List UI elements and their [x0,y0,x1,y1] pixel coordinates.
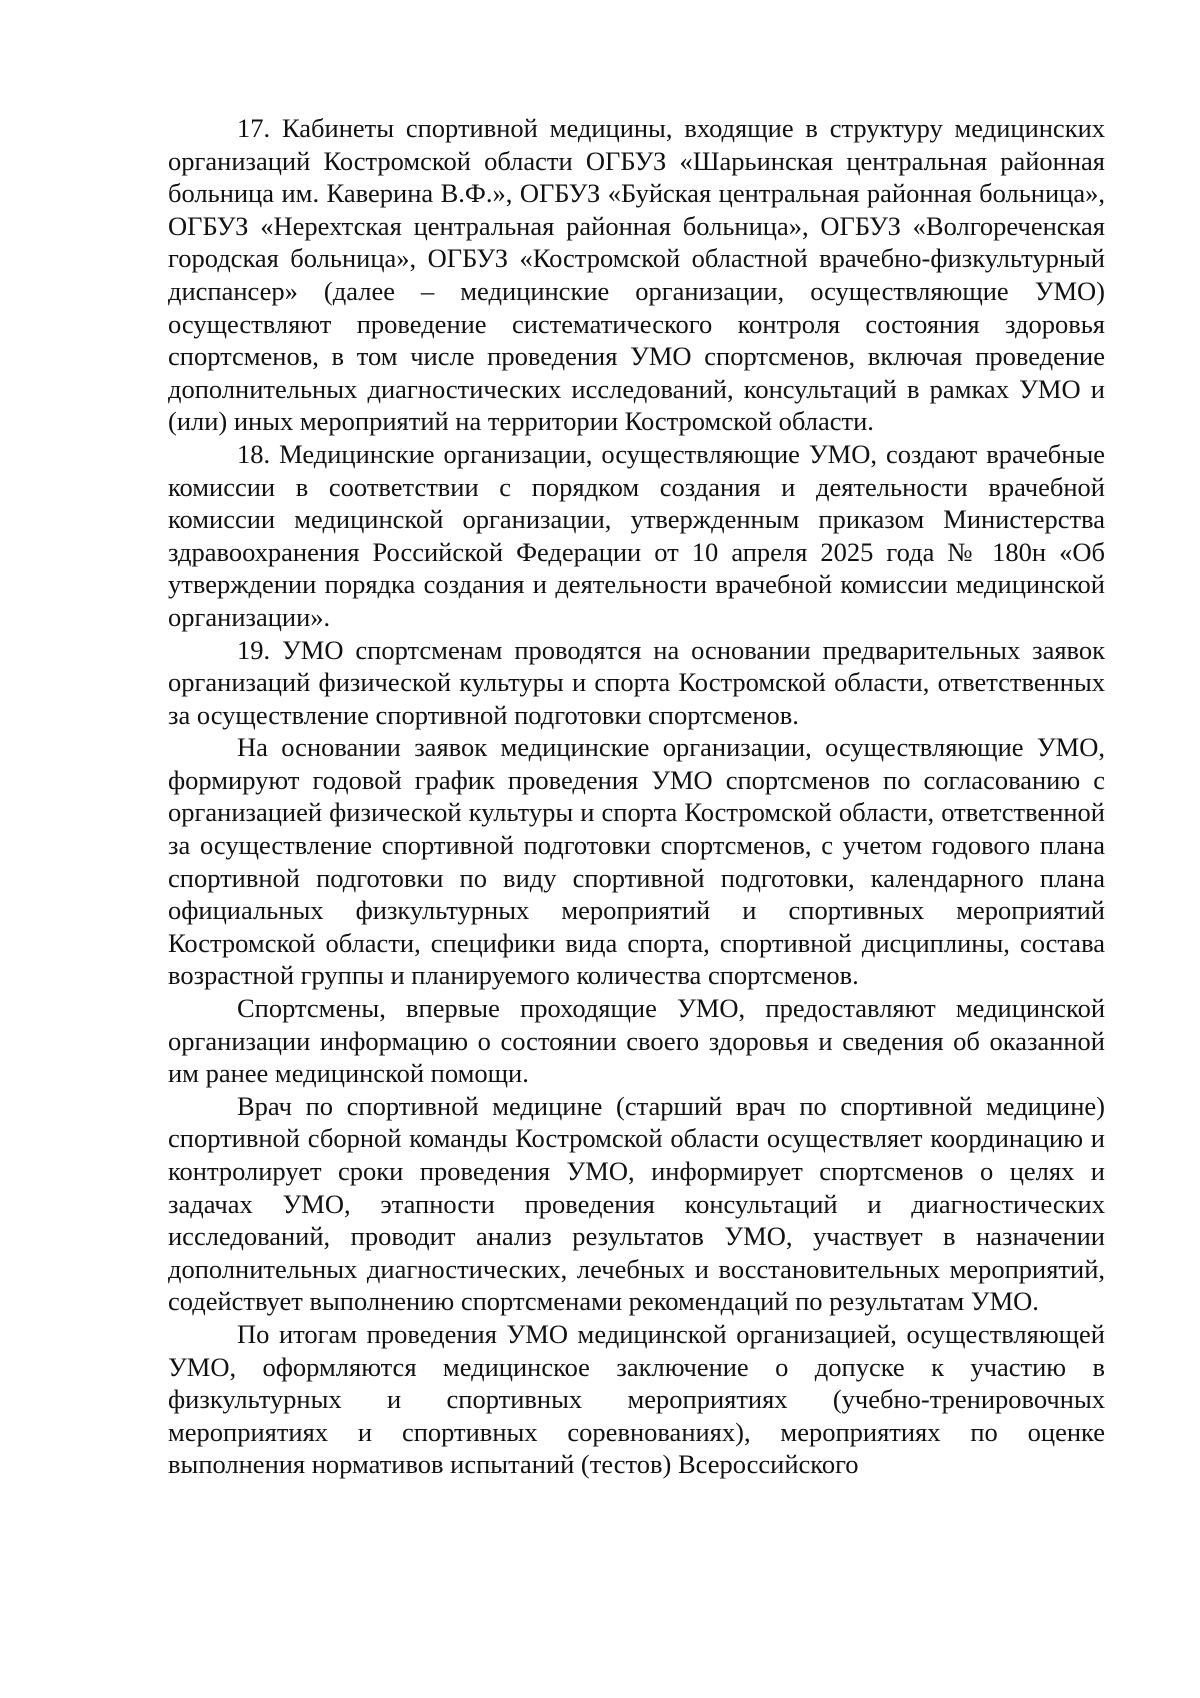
paragraph-text: Медицинские организации, осуществляющие УМО, создают врачебные комиссии в соответствии с порядком создания и деятельности врачебной комиссии медицинской организации, утвержденным приказом Министерства здравоохранения Российской Федерации от 10 апреля 2025 года № 180н «Об утверждении порядка создания и деятельности врачебной комиссии медицинской организации». [168,438,1106,632]
paragraph-text: Спортсмены, впервые проходящие УМО, предоставляют медицинской организации информацию о состоянии своего здоровья и сведения об оказанной им ранее медицинской помощи. [168,993,1105,1089]
paragraph-schedule [168,731,1105,992]
paragraph-number: 19. [237,634,271,665]
paragraph-18 [168,438,1105,634]
paragraph-19 [168,634,1105,732]
paragraph-text: Врач по спортивной медицине (старший врач по спортивной медицине) спортивной сборной команды Костромской области осуществляет координацию и контролирует сроки проведения УМО, информирует спортсменов о целях и задачах УМО, этапности проведения консультаций и диагностических исследований, проводит анализ результатов УМО, участвует в назначении дополнительных диагностических, лечебных и восстановительных мероприятий, содействует выполнению спортсменами рекомендаций по результатам УМО. [168,1090,1105,1317]
paragraph-first-time-athletes [168,992,1105,1090]
paragraph-number: 17. [237,113,271,143]
paragraph-text: Кабинеты спортивной медицины, входящие в структуру медицинских организаций Костромской области ОГБУЗ «Шарьинская центральная районная больница им. Каверина В.Ф.», ОГБУЗ «Буйская центральная районная больница», ОГБУЗ «Нерехтская центральная районная больница», ОГБУЗ «Волгореченская городская больница», ОГБУЗ «Костромской областной врачебно-физкультурный диспансер» (далее – медицинские организации, осуществляющие УМО) осуществляют проведение систематического контроля состояния здоровья спортсменов, в том числе проведения УМО спортсменов, включая проведение дополнительных диагностических исследований, консультаций в рамках УМО и (или) иных мероприятий на территории Костромской области. [168,113,1106,437]
document-body [168,112,1105,1481]
paragraph-results [168,1318,1105,1481]
paragraph-17 [168,112,1105,438]
paragraph-sports-doctor [168,1090,1105,1318]
paragraph-text: УМО спортсменам проводятся на основании предварительных заявок организаций физической культуры и спорта Костромской области, ответственных за осуществление спортивной подготовки спортсменов. [168,634,1105,730]
paragraph-text: На основании заявок медицинские организации, осуществляющие УМО, формируют годовой график проведения УМО спортсменов по согласованию с организацией физической культуры и спорта Костромской области, ответственной за осуществление спортивной подготовки спортсменов, с учетом годового плана спортивной подготовки по виду спортивной подготовки, календарного плана официальных физкультурных мероприятий и спортивных мероприятий Костромской области, специфики вида спорта, спортивной дисциплины, состава возрастной группы и планируемого количества спортсменов. [168,732,1105,991]
paragraph-number: 18. [237,438,271,469]
paragraph-text: По итогам проведения УМО медицинской организацией, осуществляющей УМО, оформляются медицинское заключение о допуске к участию в физкультурных и спортивных мероприятиях (учебно-тренировочных мероприятиях и спортивных соревнованиях), мероприятиях по оценке выполнения нормативов испытаний (тестов) Всероссийского [168,1318,1105,1480]
